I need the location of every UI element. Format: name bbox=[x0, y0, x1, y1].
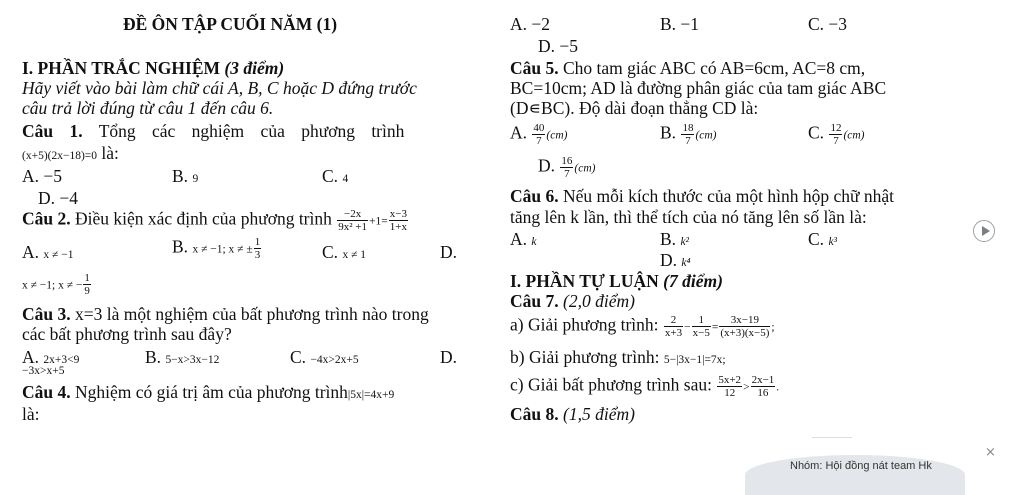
q2-option-a: A. x ≠ −1 bbox=[22, 242, 74, 262]
q5-stem: Câu 5. Cho tam giác ABC có AB=6cm, AC=8 cm, bbox=[510, 58, 866, 78]
q5-stem-2: BC=10cm; AD là đường phân giác của tam giác ABC bbox=[510, 78, 887, 98]
q5-option-c: C. $\frac{12}{7}$ (cm) bbox=[808, 122, 865, 147]
q6-option-a: A. k bbox=[510, 229, 537, 249]
q4-option-a: A. −2 bbox=[510, 14, 551, 34]
q4-option-c: C. −3 bbox=[808, 14, 848, 34]
q4-option-b: B. −1 bbox=[660, 14, 700, 34]
chat-popup[interactable] bbox=[745, 455, 965, 495]
q2-option-d-label: D. bbox=[440, 242, 458, 262]
q5-option-d: D. $\frac{16}{7}$ (cm) bbox=[538, 155, 596, 180]
part1-instruction-1: Hãy viết vào bài làm chữ cái A, B, C hoặc D đứng trước bbox=[22, 78, 417, 98]
q3-stem-2: các bất phương trình sau đây? bbox=[22, 324, 232, 344]
q7-b: b) Giải phương trình: 5−|3x−1|=7x; bbox=[510, 347, 726, 367]
close-icon[interactable]: × bbox=[985, 445, 996, 460]
q8-heading: Câu 8. (1,5 điểm) bbox=[510, 404, 635, 424]
q3-option-d-label: D. bbox=[440, 347, 458, 367]
q4-stem: Câu 4. Nghiệm có giá trị âm của phương trình|5x|=4x+9 bbox=[22, 382, 395, 402]
q3-option-a: A. 2x+3<9 bbox=[22, 347, 80, 367]
q1-option-b: B. 9 bbox=[172, 166, 199, 186]
q4-option-d: D. −5 bbox=[538, 36, 579, 56]
q1-equation: (x+5)(2x−18)=0 là: bbox=[22, 143, 119, 163]
q6-option-d: D. k⁴ bbox=[660, 250, 691, 270]
q6-stem-2: tăng lên k lần, thì thể tích của nó tăng lên số lần là: bbox=[510, 207, 867, 227]
q2-option-c: C. x ≠ 1 bbox=[322, 242, 366, 262]
play-icon[interactable] bbox=[973, 220, 995, 242]
q2-option-b: B. x ≠ −1; x ≠ ± $\frac{1}{3}$ bbox=[172, 236, 261, 261]
q3-stem: Câu 3. x=3 là một nghiệm của bất phương trình nào trong bbox=[22, 304, 429, 324]
q4-tail: là: bbox=[22, 404, 40, 424]
q1-option-c: C. 4 bbox=[322, 166, 349, 186]
q7-a: a) Giải phương trình: $\frac{2}{x+3}$ − $\frac{1}{x-5}$ = $\frac{3x-19}{(x+3)(x-5)}$ ; bbox=[510, 314, 775, 339]
chat-label: Nhóm: Hội đồng nát team Hk bbox=[790, 460, 932, 472]
part2-heading: I. PHẦN TỰ LUẬN (7 điểm) bbox=[510, 271, 723, 291]
q7-c: c) Giải bất phương trình sau: $\frac{5x+2}{12}$ > $\frac{2x-1}{16}$ . bbox=[510, 374, 780, 399]
q5-option-a: A. $\frac{40}{7}$ (cm) bbox=[510, 122, 568, 147]
q3-option-c: C. −4x>2x+5 bbox=[290, 347, 359, 367]
q6-option-c: C. k³ bbox=[808, 229, 837, 249]
part1-instruction-2: câu trả lời đúng từ câu 1 đến câu 6. bbox=[22, 98, 274, 118]
q5-option-b: B. $\frac{18}{7}$ (cm) bbox=[660, 122, 717, 147]
q6-option-b: B. k² bbox=[660, 229, 689, 249]
q2-stem: Câu 2. Điều kiện xác định của phương trình $\frac{-2x}{\text{9x² +1}}$ +1= $\frac{x-3}{1+x}$ bbox=[22, 208, 407, 233]
q1-stem: Câu 1. Tổng các nghiệm của phương trình bbox=[22, 121, 405, 141]
q3-option-b: B. 5−x>3x−12 bbox=[145, 347, 220, 367]
q2-option-d-value: x ≠ −1; x ≠ − $\frac{1}{9}$ bbox=[22, 272, 90, 297]
q7-heading: Câu 7. (2,0 điểm) bbox=[510, 291, 635, 311]
q1-option-a: A. −5 bbox=[22, 166, 63, 186]
page-title: ĐỀ ÔN TẬP CUỐI NĂM (1) bbox=[123, 14, 338, 34]
q5-stem-3: (D∊BC). Độ dài đoạn thẳng CD là: bbox=[510, 98, 759, 118]
q6-stem: Câu 6. Nếu mỗi kích thước của một hình hộp chữ nhật bbox=[510, 186, 895, 206]
q3-option-d-value: −3x>x+5 bbox=[22, 365, 65, 377]
divider bbox=[812, 437, 852, 438]
part1-heading: I. PHẦN TRẮC NGHIỆM (3 điểm) bbox=[22, 58, 285, 78]
q1-option-d: D. −4 bbox=[38, 188, 79, 208]
